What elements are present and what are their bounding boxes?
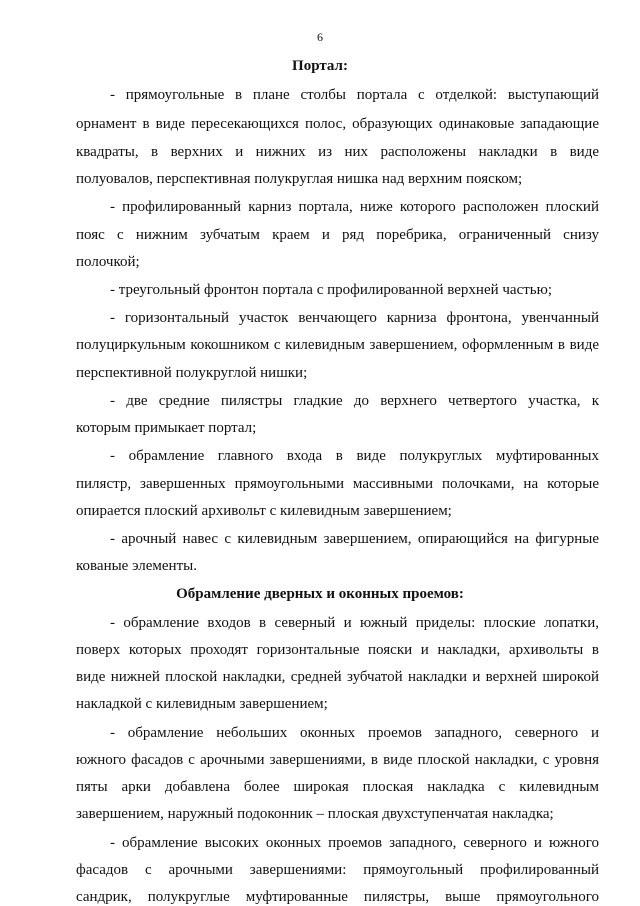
paragraph-line: завершением, наружный подоконник – плоская двухступенчатая накладка; xyxy=(76,806,554,823)
paragraph-line: пяты арки добавлена более широкая плоская накладка с килевидным xyxy=(76,779,599,796)
paragraph-line: накладкой с килевидным завершением; xyxy=(76,696,328,713)
paragraph-line: квадраты, в верхних и нижних из них расположены накладки в виде xyxy=(76,143,599,160)
paragraph-line: виде нижней плоской накладки, средней зубчатой накладки и верхней широкой xyxy=(76,669,599,686)
section-heading-portal: Портал: xyxy=(292,58,348,75)
paragraph-line: орнамент в виде пересекающихся полос, образующих одинаковые западающие xyxy=(76,115,599,132)
paragraph-line: - обрамление высоких оконных проемов западного, северного и южного xyxy=(110,834,599,851)
paragraph-line: полуциркульным кокошником с килевидным завершением, оформленным в виде xyxy=(76,337,599,354)
paragraph-line: фасадов с арочными завершениями: прямоугольный профилированный xyxy=(76,861,599,878)
paragraph-line: - арочный навес с килевидным завершением, опирающийся на фигурные xyxy=(110,531,599,547)
paragraph-line: опирается плоский архивольт с килевидным завершением; xyxy=(76,502,452,519)
paragraph-line: - обрамление входов в северный и южный приделы: плоские лопатки, xyxy=(110,614,599,631)
paragraph-line: полуовалов, перспективная полукруглая нишка над верхним пояском; xyxy=(76,171,523,188)
paragraph-line: поверх которых проходят горизонтальные пояски и накладки, архивольты в xyxy=(76,641,599,658)
paragraph-line: южного фасадов с арочными завершениями, в виде плоской накладки, с уровня xyxy=(76,751,599,768)
paragraph-line: - две средние пилястры гладкие до верхнего четвертого участка, к xyxy=(110,392,599,409)
paragraph-line: кованые элементы. xyxy=(76,558,197,575)
paragraph-line: - горизонтальный участок венчающего карниза фронтона, увенчанный xyxy=(110,310,599,327)
paragraph-line: которым примыкает портал; xyxy=(76,420,257,437)
paragraph-line: пилястр, завершенных прямоугольными массивными полочками, на которые xyxy=(76,475,599,492)
paragraph-line: полочкой; xyxy=(76,253,140,270)
paragraph-line: перспективной полукруглой нишки; xyxy=(76,364,308,381)
paragraph-line: - профилированный карниз портала, ниже которого расположен плоский xyxy=(110,199,599,216)
page-number: 6 xyxy=(317,30,323,44)
paragraph-line: - обрамление главного входа в виде полукруглых муфтированных xyxy=(110,448,599,465)
paragraph-line: - обрамление небольших оконных проемов западного, северного и xyxy=(110,724,599,741)
paragraph-line: сандрик, полукруглые муфтированные пилястры, выше прямоугольного xyxy=(76,889,599,905)
paragraph-line: пояс с нижним зубчатым краем и ряд поребрика, ограниченный снизу xyxy=(76,226,599,243)
section-heading-openings: Обрамление дверных и оконных проемов: xyxy=(176,585,464,602)
paragraph-line: - прямоугольные в плане столбы портала с отделкой: выступающий xyxy=(110,87,599,104)
paragraph-line: - треугольный фронтон портала с профилированной верхней частью; xyxy=(110,282,553,298)
